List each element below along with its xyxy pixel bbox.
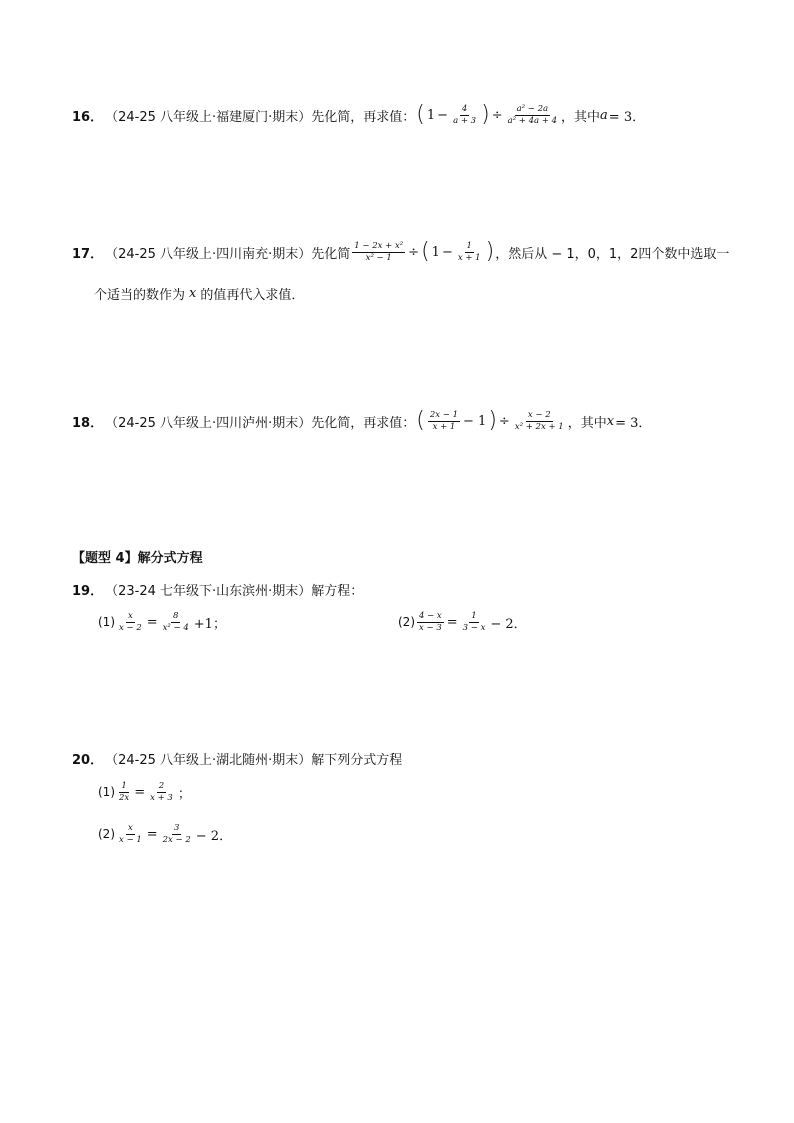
numerator: x	[127, 823, 133, 833]
right-paren: )	[488, 408, 497, 433]
math-divide: ÷	[408, 244, 420, 260]
denominator: x − 2	[119, 622, 142, 633]
problem-number: 20．	[72, 753, 104, 768]
tail-text: ，其中	[561, 109, 601, 125]
fraction-2	[461, 612, 488, 632]
tail-text: ，其中	[567, 415, 607, 431]
right-paren: )	[485, 239, 495, 264]
problem-20-part-2	[98, 824, 233, 844]
numerator: 2x − 1	[429, 410, 459, 420]
fraction-1	[428, 411, 460, 431]
numerator: 3	[174, 823, 180, 833]
fraction-2	[161, 612, 191, 632]
math-one: 1	[431, 244, 440, 260]
problem-instruction: 解下列分式方程	[311, 753, 403, 768]
problem-17-line-2	[94, 284, 304, 303]
part-label: (2)	[98, 827, 115, 841]
problem-18	[72, 410, 652, 432]
condition-value: = 3．	[608, 109, 646, 125]
numerator: x	[127, 611, 133, 621]
denominator: x² + 2x + 1	[514, 421, 564, 432]
math-minus: −	[441, 244, 453, 260]
math-one: 1	[426, 107, 436, 123]
denominator: a² + 4a + 4	[507, 115, 558, 126]
denominator: x − 1	[119, 834, 142, 845]
numerator: a² − 2a	[516, 104, 549, 114]
numerator: 8	[173, 611, 179, 621]
condition-variable: a	[600, 107, 608, 123]
fraction-2	[161, 824, 193, 844]
problem-source: （24-25 八年级上·四川泸州·期末）	[105, 415, 312, 431]
denominator: 2x	[119, 792, 130, 803]
tail-text: − 2．	[195, 828, 233, 844]
numerator: 1 − 2x + x²	[354, 241, 404, 251]
denominator: 3 − x	[462, 622, 486, 633]
denominator: x² − 1	[365, 252, 392, 263]
numerator: 1	[466, 241, 472, 251]
math-minus: −	[437, 107, 449, 123]
problem-instruction: 解方程：	[311, 584, 364, 599]
line-text: 个适当的数作为	[94, 288, 186, 303]
denominator: x + 1	[457, 252, 481, 263]
problem-19-part-1	[98, 612, 227, 632]
fraction-1	[117, 612, 144, 632]
part-label: (1)	[98, 615, 115, 629]
numerator: 1	[121, 781, 127, 791]
problem-number: 16．	[72, 109, 104, 125]
math-equals: =	[446, 614, 458, 630]
fraction-2	[513, 411, 566, 431]
problem-19-part-2	[398, 612, 528, 632]
problem-20	[72, 749, 402, 768]
denominator: 2x − 2	[162, 834, 191, 845]
condition-value: = 3．	[615, 415, 652, 431]
condition-variable: x	[606, 413, 615, 429]
problem-source: （24-25 八年级上·湖北随州·期末）	[105, 753, 312, 768]
tail-text: ；	[177, 786, 191, 802]
variable: x	[189, 286, 197, 301]
section-heading	[72, 547, 203, 566]
fraction-1	[117, 782, 131, 802]
tail-text: ，然后从 − 1，0，1，2四个数中选取一	[495, 246, 730, 262]
fraction-2	[506, 105, 559, 125]
problem-number: 17．	[72, 246, 104, 262]
line-text: 的值再代入求值．	[200, 288, 305, 303]
problem-17	[72, 241, 729, 263]
denominator: x + 1	[432, 421, 456, 432]
left-paren: (	[416, 408, 425, 433]
problem-source: （24-25 八年级上·四川南充·期末）	[105, 246, 312, 262]
math-minus-one: − 1	[463, 413, 487, 429]
denominator: x − 3	[419, 622, 442, 633]
fraction-2	[148, 782, 175, 802]
denominator: x + 3	[150, 792, 173, 803]
problem-instruction: 先化简，再求值：	[311, 415, 416, 431]
section-title: 【题型 4】解分式方程	[72, 551, 203, 566]
problem-20-part-1	[98, 782, 192, 802]
part-label: (1)	[98, 785, 115, 799]
left-paren: (	[421, 239, 430, 264]
math-divide: ÷	[491, 107, 503, 123]
denominator: a + 3	[453, 115, 477, 126]
problem-instruction: 先化简，再求值：	[311, 109, 416, 125]
tail-text: − 2．	[490, 616, 527, 632]
math-equals: =	[134, 784, 146, 800]
fraction-1	[117, 824, 144, 844]
left-paren: (	[416, 102, 425, 127]
problem-19	[72, 580, 363, 599]
fraction-1	[417, 612, 444, 632]
numerator: 2	[158, 781, 165, 791]
numerator: 1	[471, 611, 477, 621]
math-equals: =	[146, 614, 158, 630]
problem-source: （23-24 七年级下·山东滨州·期末）	[105, 584, 312, 599]
right-paren: )	[481, 102, 490, 127]
fraction-1	[451, 105, 478, 125]
fraction-2	[456, 242, 483, 262]
math-divide: ÷	[498, 413, 510, 429]
denominator: x² − 4	[162, 622, 189, 633]
math-equals: =	[146, 826, 158, 842]
numerator: 4	[461, 104, 468, 114]
numerator: 4 − x	[419, 611, 442, 621]
numerator: x − 2	[527, 410, 551, 420]
problem-source: （24-25 八年级上·福建厦门·期末）	[105, 109, 312, 125]
tail-text: +1；	[193, 616, 226, 632]
problem-number: 19．	[72, 584, 104, 599]
problem-instruction: 先化简	[311, 246, 351, 262]
fraction-1	[352, 242, 405, 262]
part-label: (2)	[398, 615, 415, 629]
problem-16	[72, 104, 646, 126]
problem-number: 18．	[72, 415, 104, 431]
